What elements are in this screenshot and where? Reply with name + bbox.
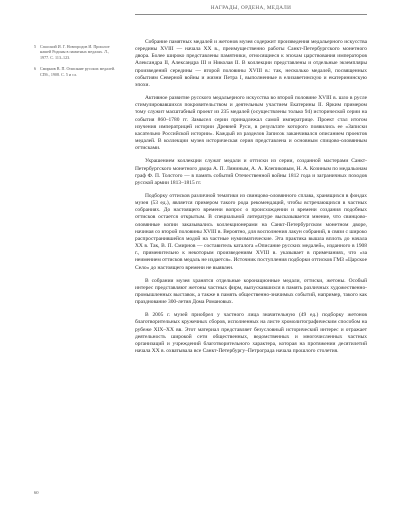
paragraph-6: В 2005 г. музей приобрел у частного лица значительную (49 ед.) подборку жетонов благотворительных кружечных сборов, исполненных на листе хромолитографическим способом на рубеже XIX–XX вв. Этот материал представляет безусловный исторический интерес и отражает деятельность широкой сети общественных, ведомственных и многочисленных частных организаций и учреждений благотворительного характера, которая на протяжении десятилетий начала XX в. охватывала все Санкт-Петербургу–Петрограда начала прошлого столетия. xyxy=(135,312,367,355)
main-text-column xyxy=(135,39,367,355)
footnote-text: Спасский И. Г. Новгородов И. Прошлое нашей Родины в памятных медалях. Л., 1977. С. 113–123. xyxy=(40,44,110,60)
footnote-text: Смирнов В. П. Описание русских медалей. СПб., 1908. С. 5 и сл. xyxy=(40,66,116,77)
footnote-6 xyxy=(34,66,116,77)
paragraph-5: В собрании музея хранятся отдельные коронационные медали, оттиски, жетоны. Особый интерес представляют жетоны частных фирм, выпускавшихся в память различных художественно-промышленных выставок, а также в память общественно-значимых событий, например, такого как празднование 300-летия Дома Романовых. xyxy=(135,277,367,306)
paragraph-2: Активное развитие русского медальерного искусства во второй половине XVIII в. шло в русле стимулировавшихся покровительством и деятельным участием Екатерины II. Ярким примером тому служит масштабный проект из 235 медалей (осуществлены только 94) исторической серии на события 860–1780 гг. Замысел серии принадлежал самой императрице. Проект стал итогом изучения императрицей истории Древней Руси, в результате которого появились ее «Записки касательно Российской истории». Каждый из разделов Записок заканчивался описанием проектов медалей. В коллекции музея историческая серия представлена и основным спицово-оловянным оттисками. xyxy=(135,95,367,152)
margin-notes xyxy=(34,44,116,83)
footnote-5 xyxy=(34,44,116,60)
header-rule xyxy=(135,14,367,15)
paragraph-3: Украшением коллекции служат медали и оттиски из серии, созданной мастерами Санкт-Петербургского монетного двора А. П. Ляниным, А. А. Клепиковым, Н. А. Козиным по медальонам граф Ф. П. Толстого — в память событий Отечественной войны 1812 года и заграничных походов русской армии 1813–1815 гг. xyxy=(135,158,367,186)
paragraph-1: Собрание памятных медалей и жетонов музея содержит произведения медальерного искусства середины XVIII — начала XX в., преимущественно работы Санкт-Петербургского монетного двора. Более широко представлены памятники, относящиеся к эпохам царствования императоров Александра II, Александра III и Николая II. В коллекции представлены и отдельные экземпляры произведений середины — второй половины XVIII в.: так, несколько медалей, посвященных событиям Северной войны и жизни Петра I, выполненные в елизаветинскую и екатерининскую эпохи. xyxy=(135,39,367,88)
page-number: 60 xyxy=(34,490,39,495)
page-header xyxy=(0,0,400,14)
footnote-number: 5 xyxy=(34,44,37,49)
running-head: НАГРАДЫ, ОРДЕНА, МЕДАЛИ xyxy=(210,5,292,11)
footnote-number: 6 xyxy=(34,66,37,72)
paragraph-4: Подборку оттисков различной тематики из свинцово-оловянного сплава, хранящихся в фондах музея (53 ед.), является примером такого рода рекомендаций, чтобы встречающихся в частных собраниях. До настоящего времени вопрос о происхождении и времени создания подобных оттисков остается открытым. В специальной литературе высказывается мнение, что свинцово-оловянные копии заказывались коллекционерами на Санкт-Петербургском монетном дворе, начиная со второй половины XVIII в. Вероятно, для восполнения лакун собраний, в связи с широко распространившейся модой на частные нумизматические. Эта практика вышла вплоть до начала XX в. Так, В. П. Смирнов — составитель каталога «Описание русских медалей», изданного в 1908 г., применительно к некоторым произведениям XVIII в. указывает в примечаниях, что «за неимением оттисков медаль не издается». Источник поступления подборки оттисков ГМЗ «Царское Село» до настоящего времени не выявлен. xyxy=(135,192,367,271)
